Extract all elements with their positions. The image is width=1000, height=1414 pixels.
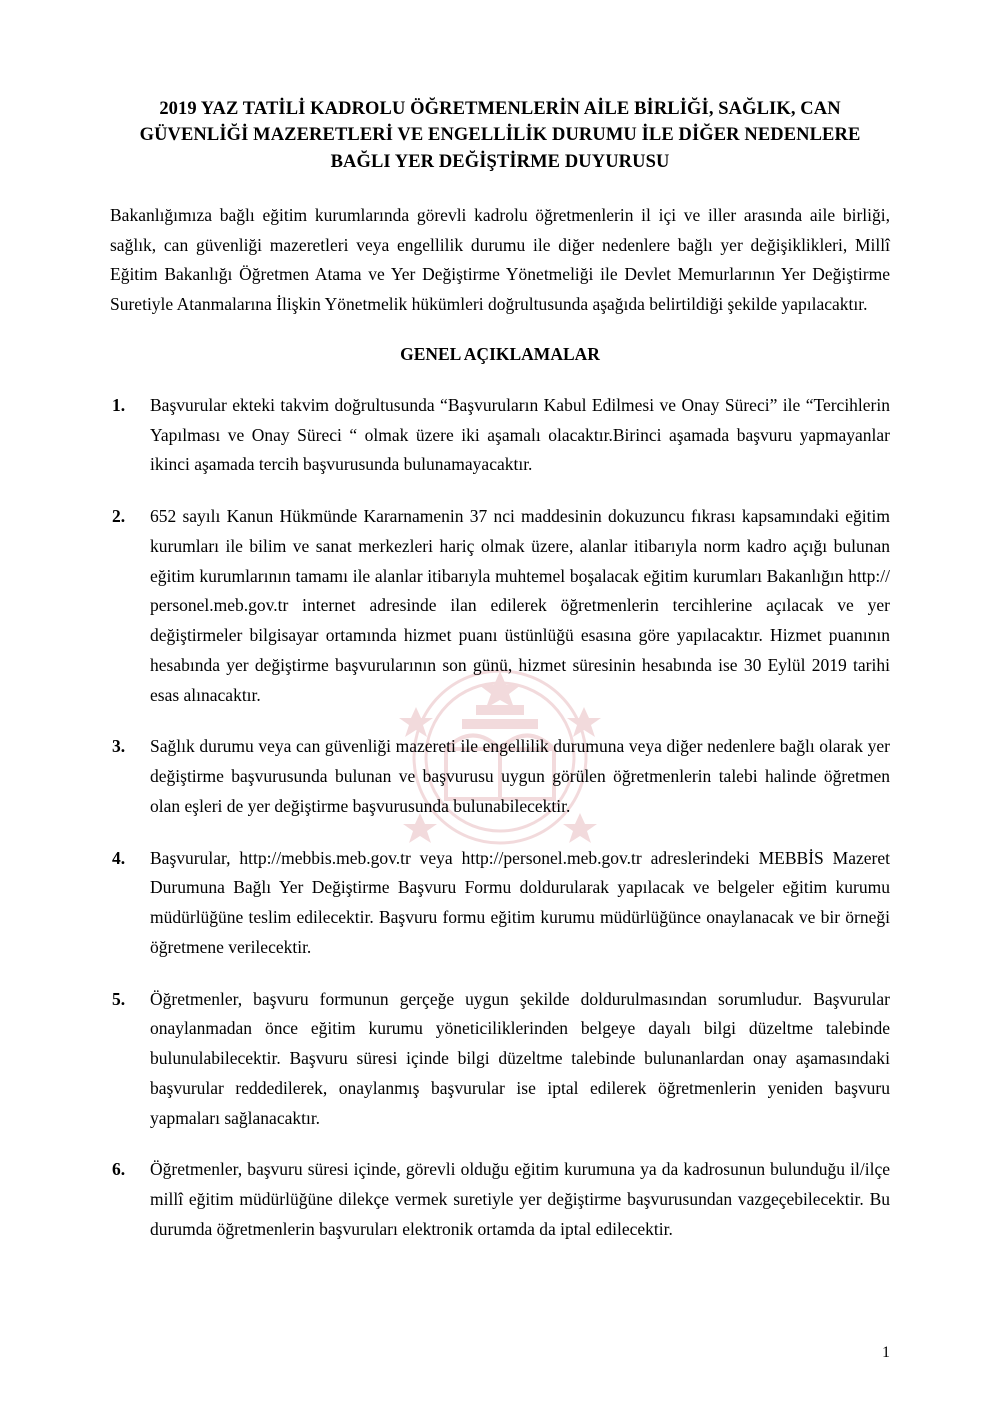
- list-item-text: Başvurular, http://mebbis.meb.gov.tr veya http://personel.meb.gov.tr adreslerindeki MEBBİS Mazeret Durumuna Bağlı Yer Değiştirme Başvuru Formu doldurularak yapılacak ve belgeler eğitim kurumu müdürlüğüne teslim edilecektir. Başvuru formu eğitim kurumu müdürlüğünce onaylanacak ve bir örneği öğretmene verilecektir.: [150, 847, 890, 957]
- list-item: [110, 844, 890, 963]
- intro-paragraph: Bakanlığımıza bağlı eğitim kurumlarında görevli kadrolu öğretmenlerin il içi ve iller arasında aile birliği, sağlık, can güvenliği mazeretleri veya engellilik durumu ile diğer nedenlere bağlı yer değişiklikleri, Millî Eğitim Bakanlığı Öğretmen Atama ve Yer Değiştirme Yönetmeliği ile Devlet Memurlarının Yer Değiştirme Suretiyle Atanmalarına İlişkin Yönetmelik hükümleri doğrultusunda aşağıda belirtildiği şekilde yapılacaktır.: [110, 204, 890, 315]
- list-item-number: 6.: [112, 1159, 126, 1180]
- list-item-text: Öğretmenler, başvuru formunun gerçeğe uygun şekilde doldurulmasından sorumludur. Başvurular onaylanmadan önce eğitim kurumu yöneticiliklerinden belgeye dayalı bilgi düzeltme talebinde bulunulabilecektir. Başvuru süresi içinde bilgi düzeltme talebinde bulunanlardan onay aşamasındaki başvurular reddedilerek, onaylanmış başvurular ise iptal edilerek öğretmenlerin yeniden başvuru yapmaları sağlanacaktır.: [150, 988, 890, 1128]
- list-item: [110, 732, 890, 821]
- section-heading: GENEL AÇIKLAMALAR: [400, 343, 600, 364]
- page-number: 1: [882, 1344, 890, 1361]
- list-item-text: Sağlık durumu veya can güvenliği mazereti ile engellilik durumuna veya diğer nedenlere bağlı olarak yer değiştirme başvurusunda bulunan ve başvurusu uygun görülen öğretmenlerin talebi halinde öğretmen olan eşleri de yer değiştirme başvurusunda bulunabilecektir.: [150, 736, 890, 816]
- list-item: [110, 502, 890, 710]
- document-content: [110, 96, 890, 1245]
- list-item: [110, 1155, 890, 1244]
- list-item: [110, 985, 890, 1134]
- list-item-number: 3.: [112, 736, 126, 757]
- list-item-number: 4.: [112, 847, 126, 868]
- list-item-number: 1.: [112, 394, 126, 415]
- list-item-text: 652 sayılı Kanun Hükmünde Kararnamenin 37 nci maddesinin dokuzuncu fıkrası kapsamındaki eğitim kurumları ile bilim ve sanat merkezleri hariç olmak üzere, alanlar itibarıyla norm kadro açığı bulunan eğitim kurumlarının tamamı ile alanlar itibarıyla muhtemel boşalacak eğitim kurumları Bakanlığın http:// personel.meb.gov.tr internet adresinde ilan edilerek öğretmenlerin tercihlerine açılacak ve yer değiştirmeler bilgisayar ortamında hizmet puanı üstünlüğü esasına göre yapılacaktır. Hizmet puanının hesabında yer değiştirme başvurularının son günü, hizmet süresinin hesabında ise 30 Eylül 2019 tarihi esas alınacaktır.: [150, 506, 890, 705]
- page-title-line-3: BAĞLI YER DEĞİŞTİRME DUYURUSU: [330, 151, 670, 172]
- numbered-list: [110, 391, 890, 1245]
- list-item-number: 2.: [112, 506, 126, 527]
- page-title-line-1: 2019 YAZ TATİLİ KADROLU ÖĞRETMENLERİN AİLE BİRLİĞİ, SAĞLIK, CAN: [159, 99, 841, 119]
- list-item-number: 5.: [112, 988, 126, 1009]
- list-item-text: Öğretmenler, başvuru süresi içinde, görevli olduğu eğitim kurumuna ya da kadrosunun bulunduğu il/ilçe millî eğitim müdürlüğüne dilekçe vermek suretiyle yer değiştirme başvurusundan vazgeçebilecektir. Bu durumda öğretmenlerin başvuruları elektronik ortamda da iptal edilecektir.: [150, 1159, 890, 1239]
- page-title-line-2: GÜVENLİĞİ MAZERETLERİ VE ENGELLİLİK DURUMU İLE DİĞER NEDENLERE: [139, 125, 861, 146]
- page-title: [110, 96, 890, 175]
- list-item-text: Başvurular ekteki takvim doğrultusunda “Başvuruların Kabul Edilmesi ve Onay Süreci” ile “Tercihlerin Yapılması ve Onay Süreci “ olmak üzere iki aşamalı olacaktır.Birinci aşamada başvuru yapmayanlar ikinci aşamada tercih başvurusunda bulunamayacaktır.: [150, 394, 890, 475]
- list-item: [110, 391, 890, 480]
